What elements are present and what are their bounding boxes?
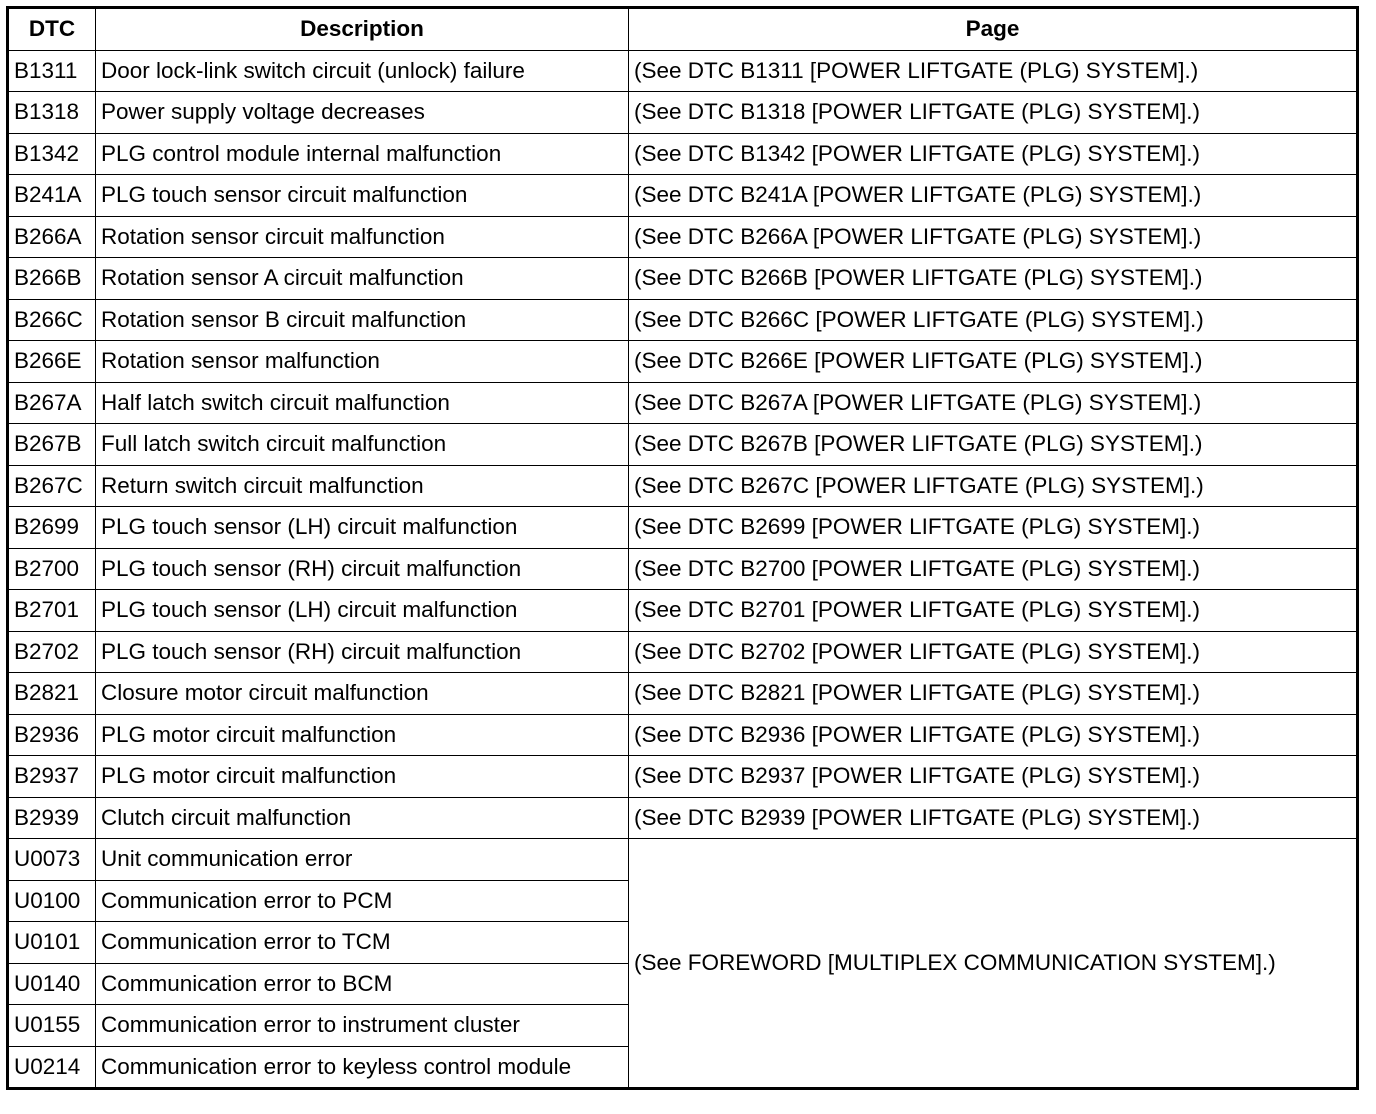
dtc-description: PLG touch sensor circuit malfunction (96, 175, 629, 217)
dtc-description: Rotation sensor circuit malfunction (96, 216, 629, 258)
dtc-description: PLG control module internal malfunction (96, 133, 629, 175)
dtc-page-reference: (See DTC B2700 [POWER LIFTGATE (PLG) SYSTEM].) (629, 548, 1358, 590)
dtc-description: PLG motor circuit malfunction (96, 756, 629, 798)
dtc-page-reference: (See DTC B2939 [POWER LIFTGATE (PLG) SYSTEM].) (629, 797, 1358, 839)
dtc-code: B1311 (8, 50, 96, 92)
dtc-description: Door lock-link switch circuit (unlock) failure (96, 50, 629, 92)
table-body (8, 50, 1358, 1089)
dtc-description: Full latch switch circuit malfunction (96, 424, 629, 466)
table-row (8, 797, 1358, 839)
dtc-page-reference: (See DTC B2937 [POWER LIFTGATE (PLG) SYSTEM].) (629, 756, 1358, 798)
dtc-code: U0155 (8, 1005, 96, 1047)
dtc-code: B267C (8, 465, 96, 507)
table-row (8, 673, 1358, 715)
dtc-description: Rotation sensor A circuit malfunction (96, 258, 629, 300)
dtc-code: B267A (8, 382, 96, 424)
dtc-code: B2936 (8, 714, 96, 756)
table-row (8, 92, 1358, 134)
table-row (8, 299, 1358, 341)
dtc-page-reference: (See DTC B267A [POWER LIFTGATE (PLG) SYSTEM].) (629, 382, 1358, 424)
dtc-description: Half latch switch circuit malfunction (96, 382, 629, 424)
dtc-description: Communication error to keyless control module (96, 1046, 629, 1089)
dtc-page-reference: (See DTC B267B [POWER LIFTGATE (PLG) SYSTEM].) (629, 424, 1358, 466)
table-row (8, 631, 1358, 673)
dtc-description: Return switch circuit malfunction (96, 465, 629, 507)
header-row (8, 8, 1358, 51)
dtc-page-reference: (See DTC B267C [POWER LIFTGATE (PLG) SYSTEM].) (629, 465, 1358, 507)
table-row (8, 216, 1358, 258)
table-row (8, 424, 1358, 466)
dtc-page-reference: (See DTC B2821 [POWER LIFTGATE (PLG) SYSTEM].) (629, 673, 1358, 715)
table-header (8, 8, 1358, 51)
table-row (8, 382, 1358, 424)
table-row (8, 756, 1358, 798)
dtc-page-reference: (See DTC B2701 [POWER LIFTGATE (PLG) SYSTEM].) (629, 590, 1358, 632)
dtc-code: B267B (8, 424, 96, 466)
dtc-code: B241A (8, 175, 96, 217)
dtc-code: B266A (8, 216, 96, 258)
dtc-code: B2699 (8, 507, 96, 549)
table-row (8, 465, 1358, 507)
dtc-code: B266C (8, 299, 96, 341)
dtc-description: Communication error to PCM (96, 880, 629, 922)
dtc-page-reference: (See DTC B1318 [POWER LIFTGATE (PLG) SYSTEM].) (629, 92, 1358, 134)
dtc-page-reference: (See DTC B266A [POWER LIFTGATE (PLG) SYSTEM].) (629, 216, 1358, 258)
dtc-page-reference: (See DTC B241A [POWER LIFTGATE (PLG) SYSTEM].) (629, 175, 1358, 217)
dtc-table (6, 6, 1359, 1090)
table-row (8, 548, 1358, 590)
communication-page-reference: (See FOREWORD [MULTIPLEX COMMUNICATION SYSTEM].) (629, 839, 1358, 1089)
table-row (8, 341, 1358, 383)
header-page: Page (629, 8, 1358, 51)
dtc-description: Communication error to TCM (96, 922, 629, 964)
table-row (8, 258, 1358, 300)
dtc-description: Closure motor circuit malfunction (96, 673, 629, 715)
dtc-code: B2821 (8, 673, 96, 715)
dtc-description: PLG touch sensor (LH) circuit malfunction (96, 590, 629, 632)
table-row (8, 175, 1358, 217)
dtc-page-reference: (See DTC B2702 [POWER LIFTGATE (PLG) SYSTEM].) (629, 631, 1358, 673)
table-row (8, 507, 1358, 549)
dtc-code: B2939 (8, 797, 96, 839)
dtc-code: B2702 (8, 631, 96, 673)
dtc-description: Communication error to instrument cluster (96, 1005, 629, 1047)
table-row (8, 590, 1358, 632)
dtc-description: Power supply voltage decreases (96, 92, 629, 134)
dtc-page-reference: (See DTC B266B [POWER LIFTGATE (PLG) SYSTEM].) (629, 258, 1358, 300)
dtc-description: Rotation sensor B circuit malfunction (96, 299, 629, 341)
dtc-code: B2937 (8, 756, 96, 798)
table-row (8, 50, 1358, 92)
dtc-description: PLG touch sensor (RH) circuit malfunction (96, 631, 629, 673)
dtc-code: U0140 (8, 963, 96, 1005)
dtc-page-reference: (See DTC B2699 [POWER LIFTGATE (PLG) SYSTEM].) (629, 507, 1358, 549)
dtc-code: B2700 (8, 548, 96, 590)
dtc-description: Unit communication error (96, 839, 629, 881)
dtc-description: PLG motor circuit malfunction (96, 714, 629, 756)
dtc-page-reference: (See DTC B266C [POWER LIFTGATE (PLG) SYSTEM].) (629, 299, 1358, 341)
dtc-page-reference: (See DTC B266E [POWER LIFTGATE (PLG) SYSTEM].) (629, 341, 1358, 383)
dtc-page-reference: (See DTC B1342 [POWER LIFTGATE (PLG) SYSTEM].) (629, 133, 1358, 175)
header-description: Description (96, 8, 629, 51)
dtc-page-reference: (See DTC B1311 [POWER LIFTGATE (PLG) SYSTEM].) (629, 50, 1358, 92)
dtc-description: PLG touch sensor (RH) circuit malfunction (96, 548, 629, 590)
dtc-page-reference: (See DTC B2936 [POWER LIFTGATE (PLG) SYSTEM].) (629, 714, 1358, 756)
dtc-description: Communication error to BCM (96, 963, 629, 1005)
table-row (8, 133, 1358, 175)
table-row (8, 839, 1358, 881)
dtc-code: U0100 (8, 880, 96, 922)
dtc-code: U0073 (8, 839, 96, 881)
dtc-code: B266B (8, 258, 96, 300)
header-dtc: DTC (8, 8, 96, 51)
table-row (8, 714, 1358, 756)
dtc-code: B1342 (8, 133, 96, 175)
dtc-code: U0101 (8, 922, 96, 964)
dtc-description: PLG touch sensor (LH) circuit malfunction (96, 507, 629, 549)
dtc-code: B1318 (8, 92, 96, 134)
dtc-description: Rotation sensor malfunction (96, 341, 629, 383)
dtc-code: B2701 (8, 590, 96, 632)
dtc-description: Clutch circuit malfunction (96, 797, 629, 839)
dtc-code: U0214 (8, 1046, 96, 1089)
dtc-code: B266E (8, 341, 96, 383)
